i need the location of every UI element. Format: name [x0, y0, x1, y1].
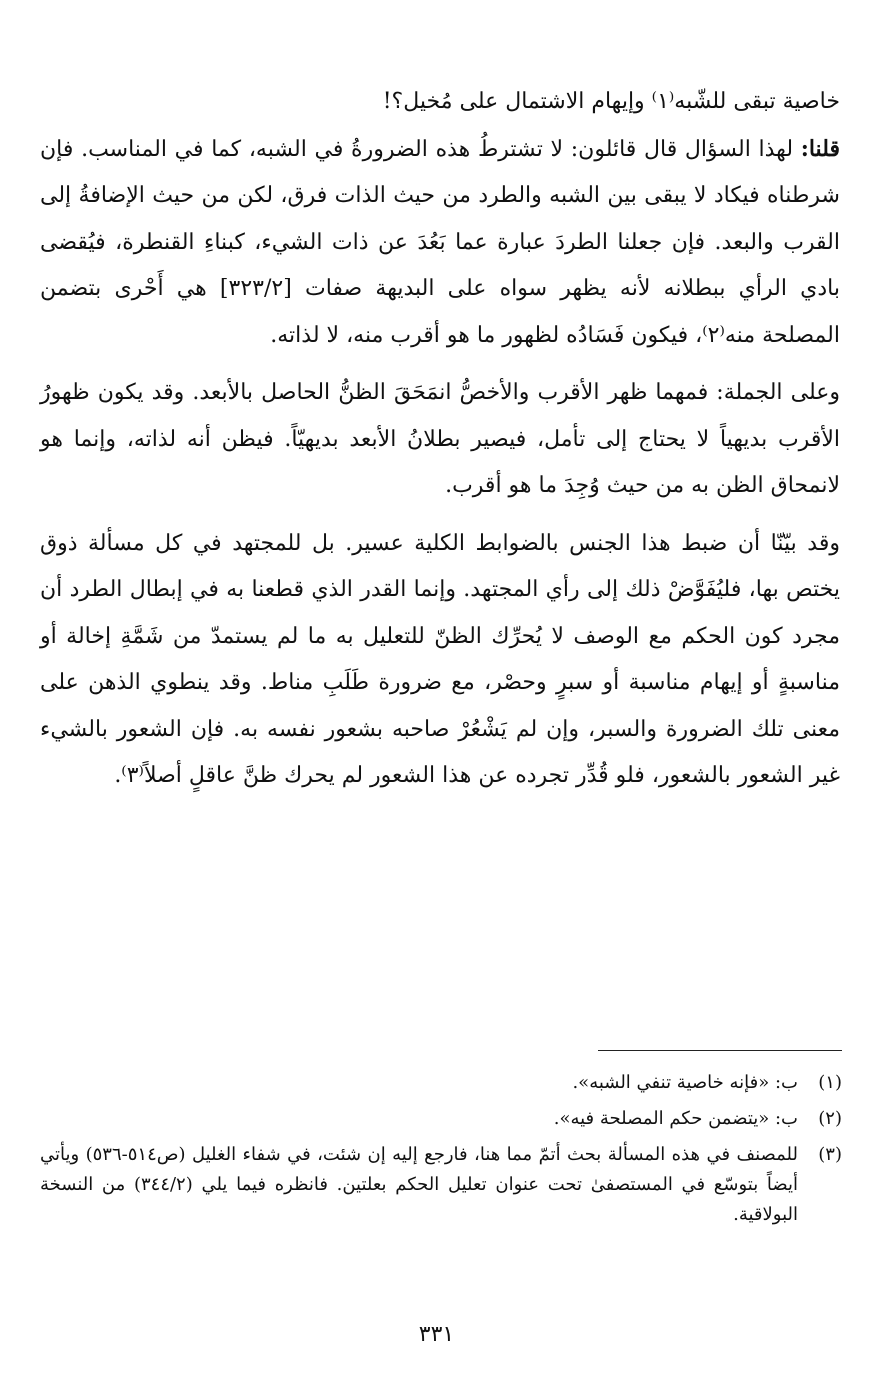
footnote-3 [40, 1140, 842, 1230]
footnote-text: للمصنف في هذه المسألة بحث أتمّ مما هنا، فارجع إليه إن شئت، في شفاء الغليل (ص٥١٤-٥٣٦) ويأتي أيضاً بتوسّع في المستصفىٰ تحت عنوان تعليل الحكم بعلتين. فانظره فيما يلي (٣٤٤/٢) من النسخة البولاقية. [40, 1144, 798, 1225]
footnote-2 [40, 1104, 842, 1134]
paragraph-2 [40, 126, 840, 360]
paragraph-3 [40, 369, 840, 510]
page-number: ٣٣١ [418, 1322, 455, 1347]
footnote-text: ب: «يتضمن حكم المصلحة فيه». [553, 1108, 798, 1129]
paragraph-4 [40, 520, 840, 800]
footnote-number: (١) [818, 1072, 842, 1093]
footnote-text: ب: «فإنه خاصية تنفي الشبه». [572, 1072, 798, 1093]
paragraph-1 [40, 78, 840, 126]
footnote-number: (٣) [818, 1144, 842, 1165]
footnote-number: (٢) [818, 1108, 842, 1129]
main-text [40, 78, 840, 800]
paragraph-lead: قلنا: [800, 135, 840, 162]
paragraph-text: لهذا السؤال قال قائلون: لا تشترطُ هذه الضرورةُ في الشبه، كما في المناسب. فإن شرطناه فيكاد لا يبقى بين الشبه والطرد من حيث الذات فرق، لكن من حيث الإضافةُ إلى القرب والبعد. فإن جعلنا الطردَ عبارة عما بَعُدَ عن ذات الشيء، كبناءِ القنطرة، فيُقضى بادي الرأي ببطلانه لأنه يظهر سواه على البديهة صفات [٣٢٣/٢] هي أَحْرى بتضمن المصلحة منه⁽٢⁾، فيكون فَسَادُه لظهور ما هو أقرب منه، لا لذاته. [40, 136, 840, 348]
footnote-divider [598, 1050, 842, 1051]
paragraph-text: خاصية تبقى للشّبه⁽١⁾ وإيهام الاشتمال على مُخيل؟! [382, 89, 840, 114]
footnotes [40, 1068, 842, 1236]
paragraph-text: وقد بيّنّا أن ضبط هذا الجنس بالضوابط الكلية عسير. بل للمجتهد في كل مسألة ذوق يختص بها، فليُفَوَّضْ ذلك إلى رأي المجتهد. وإنما القدر الذي قطعنا به في إبطال الطرد أن مجرد كون الحكم مع الوصف لا يُحرِّك الظنّ للتعليل به ما لم يستمدّ من شَمَّةِ إخالة أو مناسبةٍ أو إيهام مناسبة أو سبرٍ وحصْر، مع ضرورة طَلَبِ مناط. وقد ينطوي الذهن على معنى تلك الضرورة والسبر، وإن لم يَشْعُرْ صاحبه بشعور نفسه به. فإن الشعور بالشيء غير الشعور بالشعور، فلو قُدِّر تجرده عن هذا الشعور لم يحرك ظنَّ عاقلٍ أصلاً⁽٣⁾. [40, 530, 840, 788]
paragraph-text: وعلى الجملة: فمهما ظهر الأقرب والأخصُّ انمَحَقَ الظنُّ الحاصل بالأبعد. وقد يكون ظهورُ الأقرب بديهياً لا يحتاج إلى تأمل، فيصير بطلانُ الأبعد بديهيّاً. فيظن أنه لذاته، وإنما هو لانمحاق الظن به من حيث وُجِدَ ما هو أقرب. [40, 380, 840, 498]
footnote-1 [40, 1068, 842, 1098]
